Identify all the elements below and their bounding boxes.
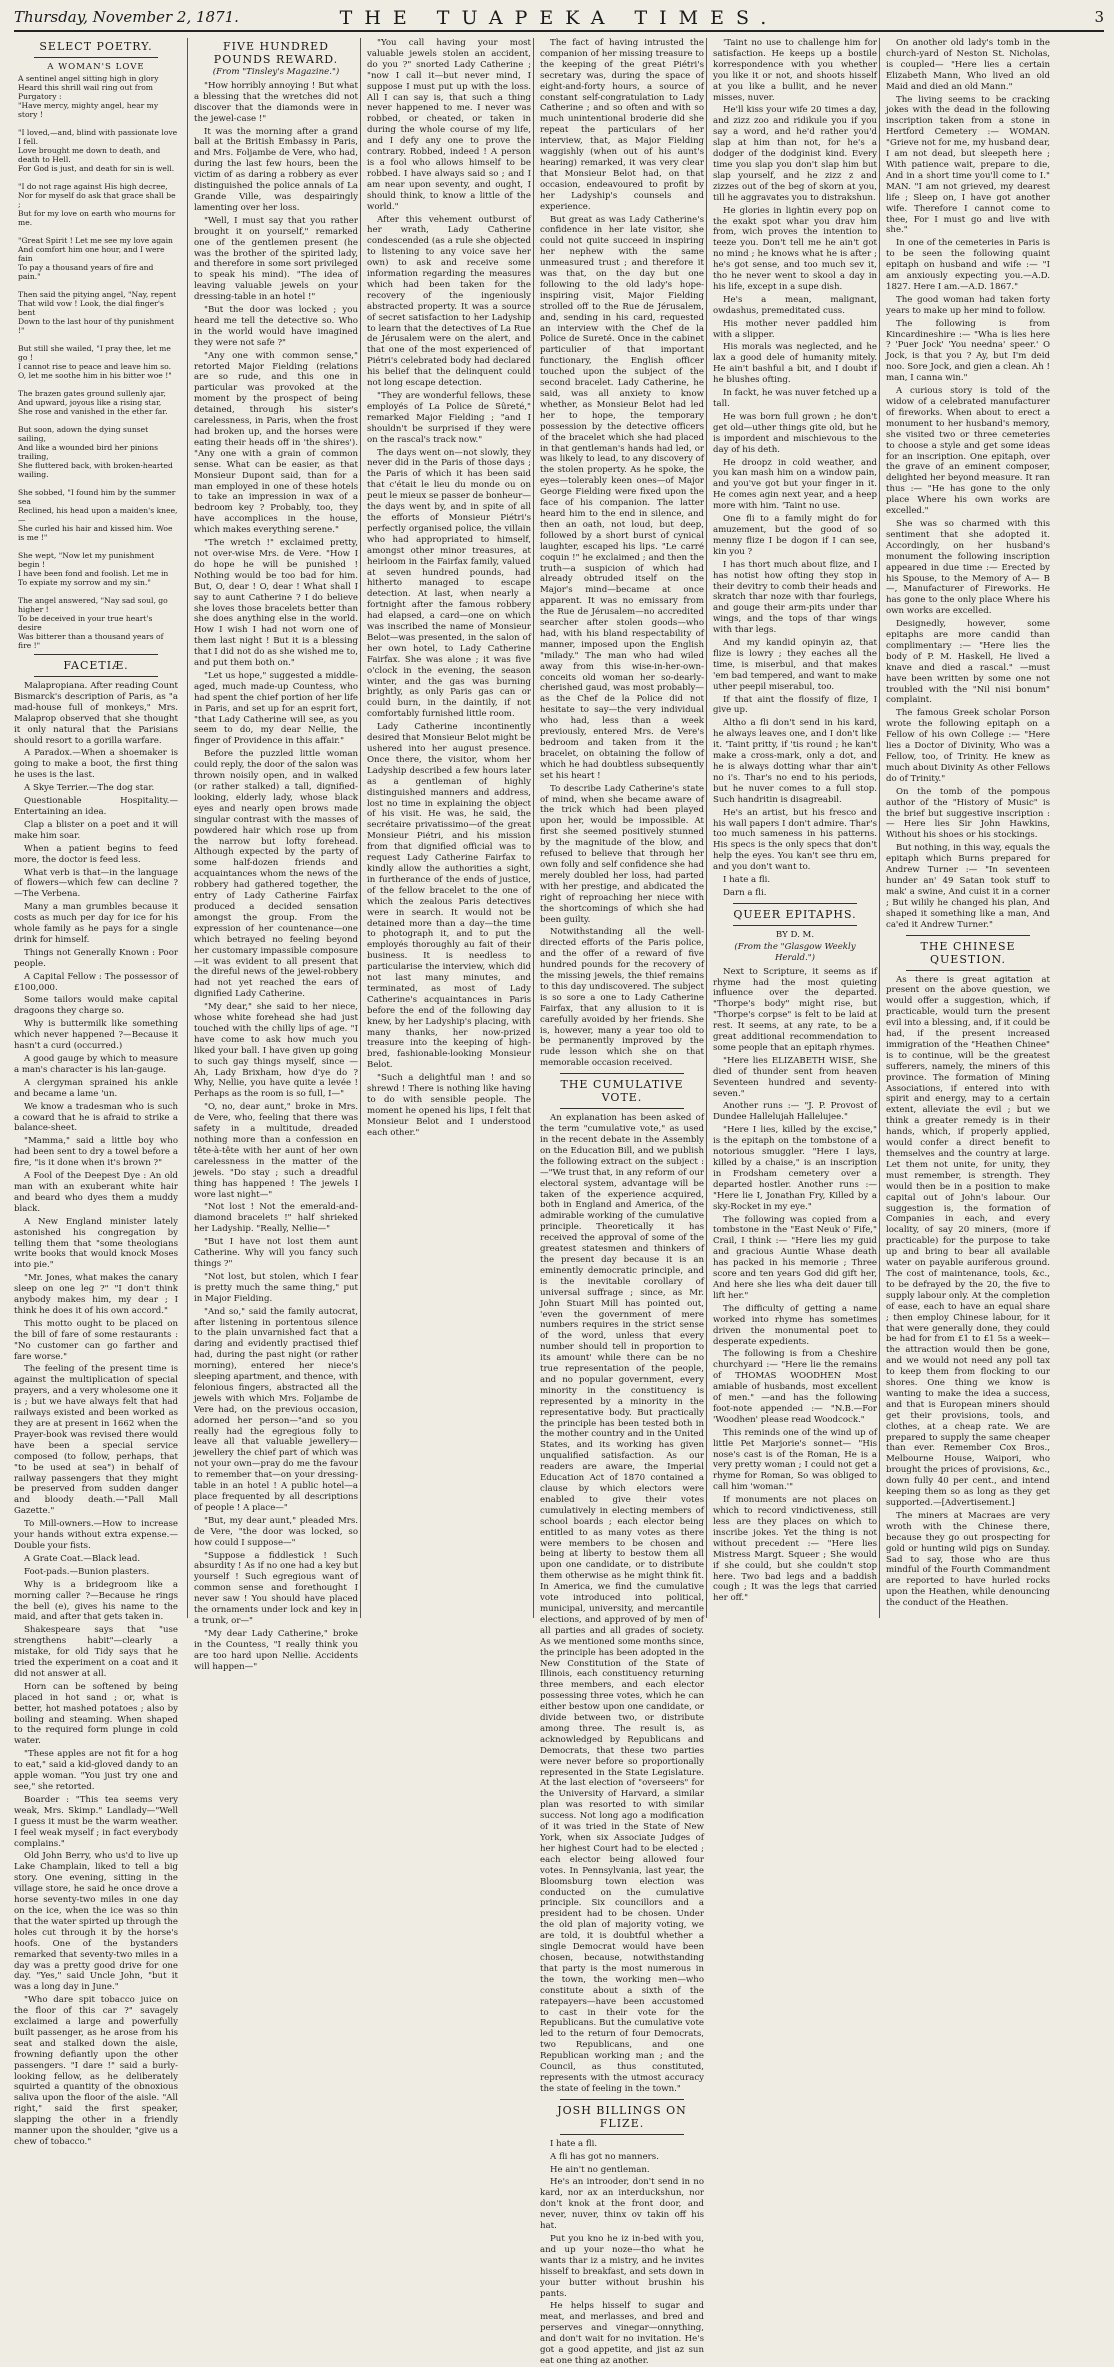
paragraph: He's an artist, but his fresco and his wall papers I don't admire. Thar's too much sameness in his patterns. His specs is the only specs that don't help the eyes. You kan't see thru em, and you don't want to. — [713, 807, 877, 873]
newspaper-title: THE TUAPEKA TIMES. — [339, 7, 779, 29]
paragraph: He's an introoder, don't send in no kard, nor ax an interduckshun, nor don't knok at the front door, and never, nuver, thinx ov takin off his hat. — [540, 2177, 704, 2232]
masthead — [14, 6, 1104, 32]
divider — [560, 1108, 684, 1109]
paragraph: Some tailors would make capital dragoons they charge so. — [14, 995, 178, 1017]
cumulative-vote-body — [540, 1113, 704, 2095]
story-source: (From "Tinsley's Magazine.") — [212, 67, 340, 77]
poem-title: A WOMAN'S LOVE — [47, 62, 145, 72]
paragraph: "Let us hope," suggested a middle-aged, much made-up Countess, who had spent the chief portion of her life in Paris, and set up for an esprit fort, "that Lady Catherine will see, as you seem to do, my dear Nellie, the finger of Providence in this affair." — [194, 670, 358, 747]
facetiae-list — [14, 681, 178, 2148]
paragraph: Why is a bridegroom like a morning caller ?—Because he rings the bell (e), gives his name to the maid, and after that gets taken in. — [14, 1579, 178, 1623]
paragraph: If monuments are not places on which to record vindictiveness, still less are they places on which to inscribe jokes. Yet the thing is not without precedent :— "Here lies Mistress Margt. Squeer ; She would if she could, but she couldn't stop here. Two bad legs and a baddish cough ; It was the legs that carried her off." — [713, 1495, 877, 1604]
story-title: FIVE HUNDRED POUNDS REWARD. — [213, 40, 339, 66]
queer-epitaphs-title: QUEER EPITAPHS. — [733, 907, 857, 921]
page-number: 3 — [1094, 8, 1104, 26]
paragraph: The good woman had taken forty years to make up her mind to follow. — [886, 294, 1050, 316]
divider — [906, 935, 1030, 936]
paragraph: The living seems to be cracking jokes with the dead in the following inscription taken from a stone in Hertford Cemetery :— WOMAN. "Grieve not for me, my husband dear, I am not dead, but sleepeth here ; With patience wait, prepare to die, And in a short time you'll come to I." MAN. "I am not grieved, my dearest life ; Sleep on, I have got another wife. Therefore I cannot come to thee, For I must go and live with she." — [886, 94, 1050, 236]
paragraph: "But, my dear aunt," pleaded Mrs. de Vere, "the door was locked, so how could I suppose—" — [194, 1515, 358, 1548]
josh-billings-body-part-1 — [540, 2139, 704, 2367]
cumulative-vote-title: THE CUMULATIVE VOTE. — [560, 1078, 684, 1105]
paragraph: "These apples are not fit for a hog to eat," said a kid-gloved dandy to an apple woman. "You just try one and see," she retorted. — [14, 1749, 178, 1792]
paragraph: The days went on—not slowly, they never did in the Paris of those days ; the Paris of which it has been said that c'était le lieu du monde ou on peut le mieux se passer de bonheur—the days went by, and in spite of all the efforts of Monsieur Piétri's perfectly organised police, the villain who had appropriated to himself, amongst other minor treasures, at heirloom in the Fairfax family, valued at seven hundred pounds, had hitherto managed to escape detection. At last, when nearly a fortnight after the famous robbery had elapsed, a card—one on which was inscribed the name of Monsieur Belot—was presented, in the salon of her own hotel, to Lady Catherine Fairfax. She was alone ; it was five o'clock in the evening, the season winter, and the gas was burning brightly, as only Paris gas can or could burn, in the daintily, if not comfortably furnished little room. — [367, 447, 531, 720]
divider — [34, 57, 158, 58]
paragraph: He's a mean, malignant, owdashus, premeditated cuss. — [713, 294, 877, 316]
paragraph: This motto ought to be placed on the bill of fare of some restaurants : "No customer can go farther and fare worse." — [14, 1318, 178, 1362]
queer-epitaphs-byline: BY D. M. — [775, 929, 815, 940]
paragraph: Foot-pads.—Bunion plasters. — [24, 1566, 150, 1577]
paragraph: The following was copied from a tombstone in the "East Neuk o' Fife," Crail, I think :— "Here lies my guid and gracious Auntie Whase death has packed in his memorie ; Three score and ten years God did gift her, And here she lies wha deit dauer till lift her." — [713, 1214, 877, 1301]
paragraph: The fact of having intrusted the companion of her missing treasure to the keeping of the great Piétri's secretary was, during the space of eight-and-forty hours, a source of constant self-congratulation to Lady Catherine ; and so often and with so much unintentional broderie did she repeat the particulars of her interview, that, as Major Fielding waggishly (when out of his aunt's hearing) remarked, it was very clear that Monsieur Belot had, on that occasion, endeavoured to profit by her Ladyship's counsels and experience. — [540, 38, 704, 212]
paragraph: On another old lady's tomb in the church-yard of Neston St. Nicholas, is coupled— "Here lies a certain Elizabeth Mann, Who lived an old Maid and died an old Mann." — [886, 38, 1050, 92]
column-story-1 — [187, 38, 358, 1672]
divider — [560, 2099, 684, 2100]
paragraph: Malapropiana. After reading Count Bismarck's description of Paris, as "a mad-house full of monkeys," Mrs. Malaprop observed that she thought it only natural that the Parisians should resort to a gorilla warfare. — [14, 681, 178, 746]
paragraph: Lady Catherine incontinently desired that Monsieur Belot might be ushered into her august presence. Once there, the visitor, whom her Ladyship described a few hours later as a gentleman of highly distinguished manners and address, lost no time in explaining the object of his visit. He was, he said, the secrétaire privatissimo—of the great Monsieur Piétri, and his mission from that dignified official was to request Lady Catherine Fairfax to kindly allow the authorities a sight, in furtherance of the ends of justice, of the fellow bracelet to the one of which the zealous Paris detectives were in search. It would not be detained more than a day—the time to photograph it, and to put the employés thoroughly au fait of their business. It is needless to particularise the interview, which did not last many minutes, and terminated, as most of Lady Catherine's acquaintances in Paris before the end of the following day knew, by her Ladyship's placing, with many thanks, her now-prized treasure into the keeping of high-bred, fashionable-looking Monsieur Belot. — [367, 722, 531, 1071]
paragraph: He helps hisself to sugar and meat, and merlasses, and bred and perserves and vinegar—onnything, and don't wait for no invitation. He's got a good appetite, and jist az sun eat one thing az another. — [540, 2301, 704, 2366]
paragraph: Next to Scripture, it seems as if rhyme had the most quieting influence over the departed. "Thorpe's body" might rise, but "Thorpe's corpse" is felt to be laid at rest. It seems, at any rate, to be a great additional recommendation to some people that an epitaph rhymes. — [713, 966, 877, 1053]
paragraph: But nothing, in this way, equals the epitaph which Burns prepared for Andrew Turner :— "In seventeen hunder an' 49 Satan took stuff to mak' a swine, And cuist it in a corner ; But wilily he changed his plan, And shaped it something like a man, And ca'ed it Andrew Turner." — [886, 843, 1050, 930]
paragraph: "But I have not lost them aunt Catherine. Why will you fancy such things ?" — [194, 1237, 358, 1269]
paragraph: I has thort much about flize, and I has notist how ofting they stop in their devitry to comb their heads and skratch thar noze with thar fourlegs, and gouge their arm-pits under thar wings, and the tops of thar wings with thar legs. — [713, 559, 877, 636]
story-body-part-3 — [540, 38, 704, 1069]
story-body-part-2 — [367, 38, 531, 1139]
paragraph: Boarder : "This tea seems very weak, Mrs. Skimp." Landlady—"Well I guess it must be the warm weather. I feel weak myself ; in fact everybody complains." — [14, 1794, 178, 1849]
paragraph: She was so charmed with this sentiment that she adopted it. Accordingly, on her husband's monument the following inscription appeared in due time :— Erected by his Spouse, to the Memory of A— B—, Manufacturer of Fireworks. He has gone to the only place Where his own works are excelled. — [886, 518, 1050, 617]
poetry-section-heading: SELECT POETRY. — [39, 40, 153, 53]
paragraph: A clergyman sprained his ankle and became a lame 'un. — [14, 1077, 178, 1099]
divider — [560, 1073, 684, 1074]
paragraph: He glories in lightin every pop on the exakt spot whar you drav him from, wich proves the intention to teeze you. Don't tell me he ain't got no mind ; he knows what he is after ; he's got sense, and too much sev it, tho he never went to skool a day in his life, except in a supe dish. — [713, 205, 877, 292]
paragraph: To Mill-owners.—How to increase your hands without extra expense.—Double your fists. — [14, 1519, 178, 1551]
facetiae-heading: FACETIÆ. — [63, 659, 129, 672]
paragraph: The miners at Macraes are very wroth with the Chinese there, because they go out prospecting for gold or hunting wild pigs on Sunday. Sad to say, those who are thus mindful of the Fourth Commandment are reported to have hurled rocks upon the Heathen, while denouncing the conduct of the Heathen. — [886, 1510, 1050, 1609]
paragraph: An explanation has been asked of the term "cumulative vote," as used in the recent debate in the Assembly on the Education Bill, and we publish the following extract on the subject :—"We trust that, in any reform of our electoral system, advantage will be taken of the experience acquired, both in England and America, of the admirable working of the cumulative principle. Theoretically it has received the approval of some of the greatest statesmen and thinkers of the present day because it is an eminently democratic principle, and is the inevitable corollary of universal suffrage ; since, as Mr. John Stuart Mill has pointed out, 'even the government of mere numbers requires in the strict sense of the word, unless that every number should tell in proportion to its amount' while there can be no true representation of the people, and no popular government, every minority in the constituency is represented by a minority in the representative body. But practically the principle has been tested both in the mother country and in the United States, and its working has given unqualified satisfaction. As our readers are aware, the Imperial Education Act of 1870 contained a clause by which electors were enabled to give their votes cumulatively in electing members of school boards ; each elector being entitled to as many votes as there were members to be chosen and being at liberty to bestow them all upon one candidate, or to distribute them otherwise as he might think fit. In America, we find the cumulative vote introduced into political, municipal, university, and mercantile elections, and approved of by men of all parties and all grades of society. As we mentioned some months since, the principle has been adopted in the New Constitution of the State of Illinois, each constituency returning three members, and each elector possessing three votes, which he can either bestow upon one candidate, or divide between two, or distribute among three. The result is, as acknowledged by Republicans and Democrats, that these two parties were never before so proportionally represented in the State Legislature. At the last election of "overseers" for the University of Harvard, a similar plan was resorted to with similar success. Not long ago a modification of it was tried in the State of New York, when six Associate Judges of her highest Court had to be elected ; each elector being allowed four votes. In Pennsylvania, last year, the Bloomsburg town election was conducted on the cumulative principle. Six councillors and a president had to be chosen. Under the old plan of majority voting, we are told, it is doubtful whether a single Democrat would have been chosen, because, notwithstanding that party is the most numerous in the town, the working men—who constitute about a sixth of the ratepayers—have been accustomed to cast in their vote for the Republicans. But the cumulative vote led to the return of four Democrats, two Republicans, and one Republican working man ; and the Council, as thus constituted, represents with the utmost accuracy the state of feeling in the town." — [540, 1113, 704, 2094]
paragraph: Designedly, however, some epitaphs are more candid than complimentary :— "Here lies the body of P. M. Haskell, He lived a knave and died a rascal." —must have been written by some one not troubled with the "Nil nisi bonum" complaint. — [886, 619, 1050, 706]
paragraph: To describe Lady Catherine's state of mind, when she became aware of the trick which had been played upon her, would be impossible. At first she seemed positively stunned by the magnitude of the blow, and refused to believe that through her own folly and self confidence she had merely doubled her loss, had parted with her prestige, and abdicated the right of reproaching her niece with the shortcomings of which she had been guilty. — [540, 783, 704, 925]
paragraph: Darn a fli. — [723, 887, 767, 898]
paragraph: As there is great agitation at present on the above question, we would offer a suggestion, which, if practicable, would turn the present evil into a blessing, and, if it could be had, if the present increased immigration of the "Heathen Chinee" is to continue, will be the greatest sufferers, namely, the miners of this province. The formation of Mining Associations, if entered into with spirit and energy, may to a certain extent, alleviate the evil ; but we think a greater remedy is in their hands, which, if properly applied, would confer a direct benefit to themselves and the country at large. Let them not unite, for unity, they must remember, is strength. They would then be in a position to make capital out of John's labour. Our suggestion is, the formation of Companies in each, and every locality, of say 20 miners, (more if practicable) for the purpose to take up and bring to bear all available water on payable auriferous ground. The cost of maintenance, tools, &c., to be defrayed by the 20, the five to supply labour only. At the completion of ease, each to have an equal share ; then employ Chinese labour, for it that were generally done, they could be had for from £1 to £1 5s a week—the attraction would then be gone, and we would not need any poll tax to keep them from flocking to our shores. One thing we know is wanting to make the idea a success, and that is European miners should get their provisions, tools, and clothes, at a cheap rate. We are prepared to supply the same cheaper than ever. Remember Cox Bros., Melbourne House, Waipori, who brought the prices of provisions, &c., down fully 40 per cent., and intend keeping them so as long as they get supported.—[Advertisement.] — [886, 974, 1050, 1508]
paragraph: 'Taint no use to challenge him for satisfaction. He keeps up a bostile korrespondence with you whether you like it or not, and shoots hisself at you like a bullit, and he never misses, nuver. — [713, 38, 877, 103]
paragraph: Horn can be softened by being placed in hot sand ; or, what is better, hot mashed potatoes ; also by boiling and steaming. When shaped to the required form plunge in cold water. — [14, 1681, 178, 1747]
paragraph: A Paradox.—When a shoemaker is going to make a boot, the first thing he uses is the last. — [14, 748, 178, 781]
paragraph: His morals was neglected, and he lax a good dele of humanity mitely. He ain't bashful a bit, and I doubt if he blushes ofting. — [713, 342, 877, 386]
paragraph: A Skye Terrier.—The dog star. — [24, 783, 155, 794]
paragraph: A New England minister lately astonished his congregation by telling them that "some theologians write books that would knock Moses into pie." — [14, 1216, 178, 1271]
paragraph: "Here I lies, killed by the excise," is the epitaph on the tombstone of a notorious smuggler. "Here I lays, killed by a chaise," is an inscription in Frodsham cemetery over a departed hostler. Another runs :— "Here lie I, Jonathan Fry, Killed by a sky-Rocket in my eye." — [713, 1125, 877, 1212]
paragraph: "And so," said the family autocrat, after listening in portentous silence to the plain unvarnished fact that a daring and evidently practised thief had, during the past night (or rather morning), entered her niece's sleeping apartment, and thence, with felonious fingers, abstracted all the jewels with which Mrs. Foljambe de Vere had, on the previous occasion, adorned her person—"and so you really had the egregious folly to leave all that valuable jewellery—jewellery the chief part of which was not your own—pray do me the favour to remember that—on your dressing-table in an hotel ! A public hotel—a place frequented by all descriptions of people ! A place—" — [194, 1306, 358, 1513]
paragraph: Clap a blister on a poet and it will make him soar. — [14, 819, 178, 841]
paragraph: After this vehement outburst of her wrath, Lady Catherine condescended (as a rule she objected to listening to any voice save her own) to ask and receive some information regarding the measures which had been taken for the recovery of the ingeniously abstracted property. It was a source of secret satisfaction to her Ladyship to learn that the detectives of La Rue de Jérusalem were on the alert, and that one of the most experienced of Piétri's celebrated body had declared his belief that the delinquent could not long escape detection. — [367, 214, 531, 389]
paragraph: Another runs :— "J. P. Provost of Dundee Hallelujah Hallelujee." — [713, 1101, 877, 1123]
paragraph: Altho a fli don't send in his kard, he always leaves one, and I don't like it. 'Taint pritty, if 'tis round ; he kan't make a cross-mark, only a dot, and he is always dotting whar thar ain't no i's. Thar's no end to his periods, but he nuver comes to a full stop. Such handritin is disagreabil. — [713, 718, 877, 805]
paragraph: A Grate Coat.—Black lead. — [24, 1553, 141, 1564]
paragraph: "They are wonderful fellows, these employés of La Police de Sûreté," remarked Major Fielding ; "and I shouldn't be surprised if they were on the rascal's track now." — [367, 391, 531, 445]
paragraph: "Not lost, but stolen, which I fear is pretty much the same thing," put in Major Fielding. — [194, 1271, 358, 1304]
paragraph: "How horribly annoying ! But what a blessing that the wretches did not discover that the diamonds were in the jewel-case !" — [194, 80, 358, 124]
paragraph: Questionable Hospitality.—Entertaining an idea. — [14, 796, 178, 817]
paragraph: "My dear Lady Catherine," broke in the Countess, "I really think you are too hard upon Nellie. Accidents will happen—" — [194, 1628, 358, 1672]
paragraph: A good gauge by which to measure a man's character is his lan-gauge. — [14, 1054, 178, 1075]
paragraph: The following is from a Cheshire churchyard :— "Here lie the remains of THOMAS WOODHEN Most amiable of husbands, most excellent of men." —and has the following foot-note appended :— "N.B.—For 'Woodhen' please read Woodcock." — [713, 1349, 877, 1425]
paragraph: The feeling of the present time is against the multiplication of special prayers, and a very wholesome one it is ; but we have always felt that had railways existed and been worked as they are at present in 1662 when the Prayer-book was revised there would have been a special service composed (to follow, perhaps, that "to be used at sea") in behalf of railway passengers that they might be preserved from sudden danger and bloody death.—"Pall Mall Gazette." — [14, 1364, 178, 1517]
paragraph: Old John Berry, who us'd to live up Lake Champlain, liked to tell a big story. One evening, sitting in the village store, he said he once drove a horse seventy-two miles in one day on the ice, when the ice was so thin that the water spirted up through the holes cut through it by the horse's hoofs. One of the bystanders remarked that seventy-two miles in a day was a pretty good drive for one day. "Yes," said Uncle John, "but it was a long day in June." — [14, 1851, 178, 1993]
paragraph: We know a tradesman who is such a coward that he is afraid to strike a balance-sheet. — [14, 1101, 178, 1134]
paragraph: A fli has got no manners. — [550, 2151, 659, 2162]
paragraph: "Who dare spit tobacco juice on the floor of this car ?" savagely exclaimed a large and powerfully built passenger, as he arose from his seat and stalked down the aisle, frowning defiantly upon the other passengers. "I dare !" said a burly-looking fellow, as he deliberately squirted a quantity of the obnoxious saliva upon the floor of the aisle. "All right," said the first speaker, slapping the other in a friendly manner upon the shoulder, "give us a chew of tobacco." — [14, 1995, 178, 2147]
paragraph: "Not lost ! Not the emerald-and-diamond bracelets !" half shrieked her Ladyship. "Really, Nellie—" — [194, 1202, 358, 1235]
column-poetry-facetiae — [14, 38, 178, 2147]
paragraph: "O, no, dear aunt," broke in Mrs. de Vere, who, feeling that there was safety in a multitude, dreaded nothing more than a confession en tête-à-tête with her aunt of her own carelessness in the matter of the jewels. "Do stay ; such a dreadful thing has happened ! The jewels I wore last night—" — [194, 1102, 358, 1200]
queer-epitaphs-body-part-1 — [713, 967, 877, 1605]
paragraph: When a patient begins to feed more, the doctor is feed less. — [14, 843, 178, 865]
queer-epitaphs-source: (From the "Glasgow Weekly Herald.") — [734, 941, 856, 963]
paragraph: Why is buttermilk like something which never happened ?—Because it hasn't a curd (occurred.) — [14, 1019, 178, 1052]
paragraph: Things not Generally Known : Poor people. — [14, 947, 178, 969]
paragraph: He ain't no gentleman. — [550, 2164, 650, 2175]
josh-billings-body-part-2 — [713, 38, 877, 899]
paragraph: If that aint the flossify of flize, I give up. — [713, 694, 877, 716]
paragraph: A Fool of the Deepest Dye : An old man with an exuberant white hair and beard who dyes them a muddy black. — [14, 1171, 178, 1214]
paragraph: "You call having your most valuable jewels stolen an accident, do you ?" snorted Lady Catherine ; "now I call it—but never mind, I suppose I must put up with the loss. All I can say is, that such a thing never happened to me. I never was robbed, or cheated, or taken in during the whole course of my life, and I defy any one to prove the contrary. Robbed, indeed ! A person is a fool who allows himself to be robbed. I have always said so ; and I am near upon seventy, and ought, I should think, to know a little of the world." — [367, 38, 531, 212]
issue-date: Thursday, November 2, 1871. — [14, 8, 239, 26]
paragraph: "But the door was locked ; you heard me tell the detective so. Who in the world would have imagined they were not safe ?" — [194, 305, 358, 348]
paragraph: A curious story is told of the widow of a celebrated manufacturer of fireworks. When about to erect a monument to her husband's memory, she visited two or three cemeteries to choose a style and get some ideas for an inscription. One epitaph, over the grave of an eminent composer, delighted her beyond measure. It ran thus :— "He has gone to the only place Where his own works are excelled." — [886, 386, 1050, 517]
story-body-part-1 — [194, 81, 358, 1673]
paragraph: "My dear," she said to her niece, whose white forehead she had just touched with the chilly lips of age. "I have come to ask how much you liked your ball. I have given up going to such gay things myself, since —Ah, Lady Brixham, how d'ye do ? Why, Nellie, you have quite a levée ! Perhaps as the room is so full, I—" — [194, 1002, 358, 1100]
paragraph: "Such a delightful man ! and so shrewd ! There is nothing like having to do with sensible people. The moment he opened his lips, I felt that Monsieur Belot and I understood each other." — [367, 1073, 531, 1138]
chinese-question-title: THE CHINESE QUESTION. — [920, 939, 1016, 966]
paragraph: And my kandid opinyin az, that flize is lowry ; they eaches all the time, is miserbul, and that makes 'em bad tempered, and want to make uther peepil miserabul, too. — [713, 638, 877, 692]
josh-billings-title: JOSH BILLINGS ON FLIZE. — [557, 2103, 687, 2130]
chinese-question-body — [886, 975, 1050, 1610]
paragraph: I hate a fli. — [550, 2138, 598, 2149]
queer-epitaphs-body-part-2 — [886, 38, 1050, 931]
paragraph: "Any one with common sense," retorted Major Fielding (relations are so rude, and this one in particular was provoked at the moment by the prospect of being detained, through his sister's carelessness, in Paris, when the frost had broken up, and the horses were eating their heads off in 'the shires'). "Any one with a grain of common sense. What can be easier, as that Monsieur Dupont said, than for a man employed in one of these hotels to take an impression in wax of a bedroom key ? Probably, too, they have accomplices in the house, which makes everything serene." — [194, 350, 358, 536]
divider — [733, 903, 857, 904]
paragraph: He was born full grown ; he don't get old—uther things gite old, but he is impordent and mischievous to the day of his deth. — [713, 411, 877, 455]
divider — [34, 676, 158, 677]
column-story-3-cumulative — [533, 38, 704, 2366]
paragraph: He'll kiss your wife 20 times a day, and zizz zoo and ridikule you if you say a word, and he'd rather you'd slap at him than not, for he's a dodger of the dodginist kind. Every time you slap you don't slap him but slap yourself, and he zizz z and zizzes out of the beg of skorn at you, till he aggravates you to distrakshun. — [713, 105, 877, 203]
paragraph: In one of the cemeteries in Paris is to be seen the following quaint epitaph on husband and wife :— "I am anxiously expecting you.—A.D. 1827. Here I am.—A.D. 1867." — [886, 238, 1050, 292]
paragraph: "Here lies ELIZABETH WISE, She died of thunder sent from heaven Seventeen hundred and seventy-seven." — [713, 1055, 877, 1099]
paragraph: One fli to a family might do for amuzement, but the good of so menny flize I be dogon if I can see, kin you ? — [713, 514, 877, 557]
paragraph: "The wretch !" exclaimed pretty, not over-wise Mrs. de Vere. "How I do hope he will be punished ! Nothing would be too bad for him. But, O, dear ! O, dear ! What shall I say to aunt Catherine ? I do believe she loves those bracelets better than she does anything else in the world. How I wish I had not worn one of them last night ! But it is a blessing that I did not do as she wished me to, and put them both on." — [194, 538, 358, 669]
divider — [733, 925, 857, 926]
newspaper-page — [14, 38, 1104, 2366]
paragraph: I hate a fli. — [723, 875, 771, 886]
column-epitaphs-chinese — [879, 38, 1050, 1618]
divider — [560, 2134, 684, 2135]
paragraph: On the tomb of the pompous author of the "History of Music" is the brief but suggestive inscription :— Here lies Sir John Hawkins, Without his shoes or his stockings. — [886, 786, 1050, 841]
column-story-2 — [360, 38, 531, 1618]
paragraph: "Mamma," said a little boy who had been sent to dry a towel before a fire, "is it done when it's brown ?" — [14, 1136, 178, 1169]
paragraph: Shakespeare says that "use strengthens habit"—clearly a mistake, for old Tidy says that he tried the experiment on a coat and it did not answer at all. — [14, 1625, 178, 1679]
paragraph: Notwithstanding all the well-directed efforts of the Paris police, and the offer of a reward of five hundred pounds for the recovery of the missing jewels, the thief remains to this day undiscovered. The subject is so sore a one to Lady Catherine Fairfax, that any allusion to it is carefully avoided by her friends. She is, however, many a year too old to be permanently improved by the rude lesson which she on that memorable occasion received. — [540, 927, 704, 1069]
paragraph: This reminds one of the wind up of little Pet Marjorie's sonnet— "His nose's cast is of the Roman, He is a very pretty woman ; I could not get a rhyme for Roman, So was obliged to call him 'woman.'" — [713, 1427, 877, 1493]
paragraph: "Mr. Jones, what makes the canary sleep on one leg ?" "I don't think anybody makes him, my dear ; I think he does it of his own accord." — [14, 1273, 178, 1316]
paragraph: A Capital Fellow : The possessor of £100,000. — [14, 971, 178, 993]
paragraph: It was the morning after a grand ball at the British Embassy in Paris, and Mrs. Foljambe de Vere, who had, during the last few hours, been the victim of as daring a robbery as ever distinguished the police annals of La Grande Ville, was despairingly lamenting over her loss. — [194, 126, 358, 213]
paragraph: What verb is that—in the language of flowers—which few can decline ?—The Verbena. — [14, 867, 178, 900]
paragraph: But great as was Lady Catherine's confidence in her late visitor, she could not quite succeed in inspiring her nephew with the same unmeasured trust ; and therefore it was that, on the day but one following to the old lady's hope-inspiring visit, Major Fielding strolled off to the Rue de Jérusalem, and, sending in his card, requested an interview with the Chef de la Police de Sureté. Once in the cabinet particulier of that important functionary, the English officer touched upon the subject of the second bracelet. Lady Catherine, he said, was all anxiety to know whether, as Monsieur Belot had led her to hope, the temporary possession by the detective officers of the bracelet which she had placed in that gentleman's hands had led, or was likely to lead, to any discovery of the stolen property. As he spoke, the eyes—tolerably keen ones—of Major George Fielding were fixed upon the face of his companion. The latter heard him to the end in silence, and then an oath, not loud, but deep, followed by a short burst of cynical laughter, escaped his lips. "Le carré coquin !" he exclaimed ; and then the truth—a suspicion of which had already obtruded itself on the Major's mind—became at once apparent. It was no emissary from the Rue de Jérusalem—no accredited searcher after stolen goods—who had, with his bland respectability of manner, imposed upon the English "milady." The man who had wiled away from this wise-in-her-own-conceits old woman her so-dearly-cherished gaud, was most probably—as the Chef de la Police did not hesitate to say—the very individual who had, less than a week previously, entered Mrs. de Vere's bedroom and taken from it the bracelet, on obtaining the follow of which he had doubtless subsequently set his heart ! — [540, 214, 704, 781]
paragraph: He droopz in cold weather, and you kan mash him on a window pain, and you've got but your finger in it. He comes agin next year, and a heep more with him. 'Taint no use. — [713, 457, 877, 512]
paragraph: His mother never paddled him with a slipper. — [713, 318, 877, 340]
divider — [34, 654, 158, 655]
paragraph: "Suppose a fiddlestick ! Such absurdity ! As if no one had a key but yourself ! Such egregious want of common sense and forethought I never saw ! You should have placed the ornaments under lock and key in a trunk, or—" — [194, 1550, 358, 1626]
paragraph: The difficulty of getting a name worked into rhyme has sometimes driven the monumental poet to desperate expedients. — [713, 1303, 877, 1347]
paragraph: The following is from Kincardineshire :— "Wha is lies here ? 'Puer Jock' 'You needna' speer.' O Jock, is that you ? Ay, but I'm deid noo. Sore Jock, and gien a clean. Ah ! man, I canna win." — [886, 318, 1050, 384]
paragraph: "Well, I must say that you rather brought it on yourself," remarked one of the gentlemen present (he was the brother of the spirited lady, and therefore in some sort privileged to speak his mind). "The idea of leaving valuable jewels on your dressing-table in an hotel !" — [194, 215, 358, 303]
paragraph: Put you kno he iz in-bed with you, and up your noze—tho what he wants thar iz a mistry, and he invites hisself to breakfast, and sets down in your butter without brushin his pants. — [540, 2234, 704, 2299]
paragraph: Before the puzzled little woman could reply, the door of the salon was thrown noisily open, and in walked (or rather stalked) a tall, dignified-looking, elderly lady, whose black eyes and nearly open brows made singular contrast with the masses of powdered hair which rose up from the narrow but lofty forehead. Although expected by the party of some half-dozen friends and acquaintances whom the news of the robbery had gathered together, the entry of Lady Catherine Fairfax produced a decided sensation amongst the group. From the expression of her countenance—one which betrayed no feeling beyond her customary impassible composure—it was evident to all present that the direful news of the jewel-robbery had not yet reached the ears of dignified Lady Catherine. — [194, 749, 358, 1000]
paragraph: Many a man grumbles because it costs as much per day for ice for his whole family as he pays for a single drink for himself. — [14, 902, 178, 945]
paragraph: The famous Greek scholar Porson wrote the following epitaph on a Fellow of his own College :— "Here lies a Doctor of Divinity, Who was a Fellow, too, of Trinity. He knew as much about Divinity As other Fellows do of Trinity." — [886, 708, 1050, 784]
poem-text: A sentinel angel sitting high in glory Heard this shrill wail ring out from Purgatory : "Have mercy, mighty angel, hear my story ! "I loved,—and, blind with passionate love I fell. Love brought me down to death, and death to Hell. For God is just, and death for sin is well. "I do not rage against His high decree, Nor for myself do ask that grace shall be ; But for my love on earth who mourns for me. "Great Spirit ! Let me see my love again And comfort him one hour, and I were fain To pay a thousand years of fire and pain." Then said the pitying angel, "Nay, repent That wild vow ! Look, the dial finger's bent Down to the last hour of thy punishment !" But still she wailed, "I pray thee, let me go ! I cannot rise to peace and leave him so. O, let me soothe him in his bitter woe !" The brazen gates ground sullenly ajar, And upward, joyous like a rising star, She rose and vanished in the ether far. But soon, adown the dying sunset sailing, And like a wounded bird her pinions trailing, She fluttered back, with broken-hearted wailing. She sobbed, "I found him by the summer sea Reclined, his head upon a maiden's knee,— She curled his hair and kissed him. Woe is me !" She wept, "Now let my punishment begin ! I have been fond and foolish. Let me in To expiate my sorrow and my sin." The angel answered, "Nay sad soul, go higher ! To be deceived in your true heart's desire Was bitterer than a thousand years of fire !" — [18, 74, 178, 650]
paragraph: In fackt, he was nuver fetched up a tall. — [713, 388, 878, 409]
divider — [906, 970, 1030, 971]
column-billings-epitaphs — [706, 38, 877, 1618]
